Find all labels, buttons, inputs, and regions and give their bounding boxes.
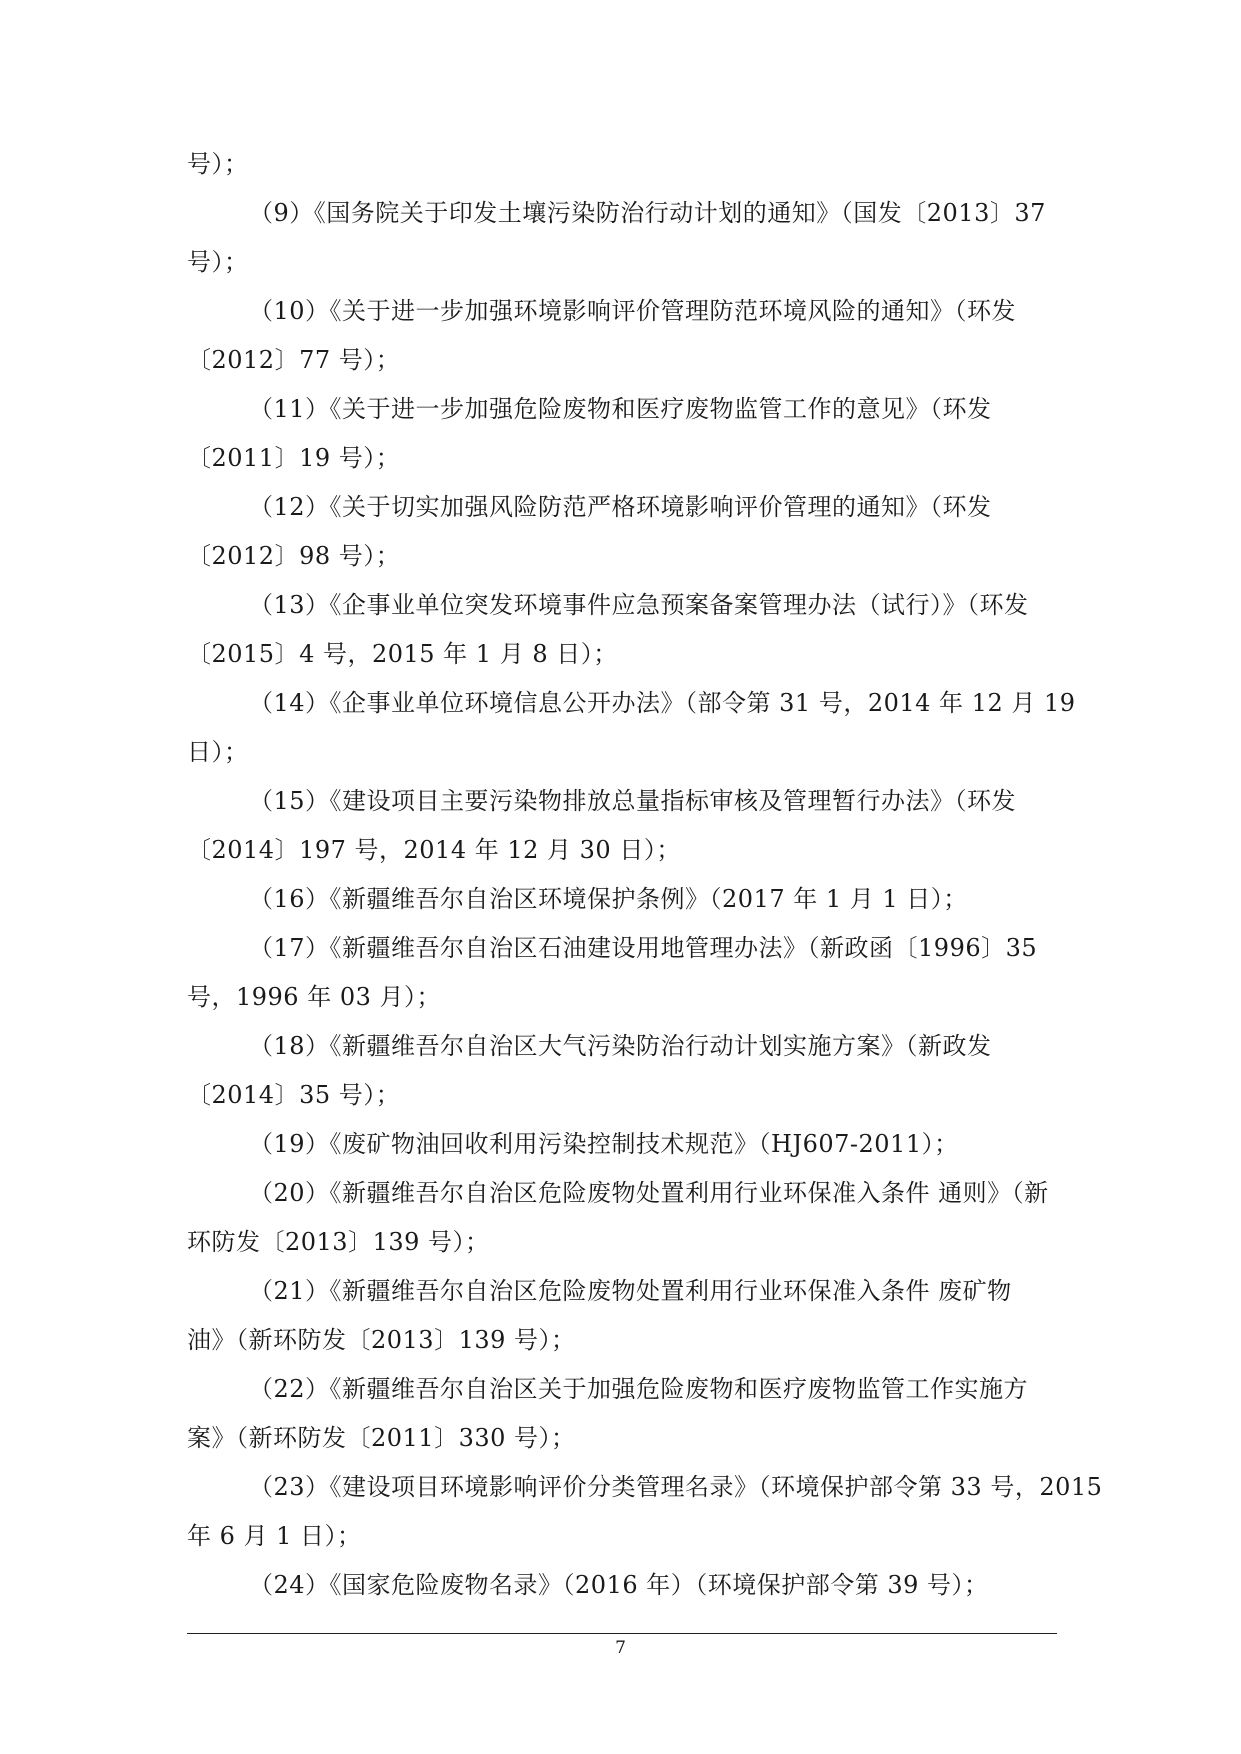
text-line: 年 6 月 1 日）； — [187, 1522, 362, 1550]
text-line: 环防发〔2013〕139 号）； — [187, 1228, 490, 1256]
page-number: 7 — [615, 1638, 626, 1658]
text-line: 号，1996 年 03 月）； — [187, 983, 442, 1011]
text-line: （15）《建设项目主要污染物排放总量指标审核及管理暂行办法》（环发 — [249, 787, 1017, 815]
text-line: 日）； — [187, 738, 249, 766]
document-body — [187, 140, 1103, 1610]
text-line: 号）； — [187, 150, 249, 178]
text-line: （12）《关于切实加强风险防范严格环境影响评价管理的通知》（环发 — [249, 493, 992, 521]
text-line: （13）《企事业单位突发环境事件应急预案备案管理办法（试行）》（环发 — [249, 591, 1029, 619]
text-line: 油》（新环防发〔2013〕139 号）； — [187, 1326, 576, 1354]
text-line: （14）《企事业单位环境信息公开办法》（部令第 31 号，2014 年 12 月 19 — [249, 689, 1076, 717]
text-line: （20）《新疆维吾尔自治区危险废物处置利用行业环保准入条件 通则》（新 — [249, 1179, 1049, 1207]
text-line: （22）《新疆维吾尔自治区关于加强危险废物和医疗废物监管工作实施方 — [249, 1375, 1029, 1403]
text-line: （10）《关于进一步加强环境影响评价管理防范环境风险的通知》（环发 — [249, 297, 1017, 325]
text-line: （19）《废矿物油回收利用污染控制技术规范》（HJ607-2011）； — [249, 1130, 959, 1158]
text-line: （23）《建设项目环境影响评价分类管理名录》（环境保护部令第 33 号，2015 — [249, 1473, 1103, 1501]
text-line: （21）《新疆维吾尔自治区危险废物处置利用行业环保准入条件 废矿物 — [249, 1277, 1012, 1305]
text-line: （18）《新疆维吾尔自治区大气污染防治行动计划实施方案》（新政发 — [249, 1032, 992, 1060]
text-line: 〔2011〕19 号）； — [187, 444, 401, 472]
text-line: 案》（新环防发〔2011〕330 号）； — [187, 1424, 576, 1452]
text-line: （11）《关于进一步加强危险废物和医疗废物监管工作的意见》（环发 — [249, 395, 992, 423]
text-line: 〔2015〕4 号，2015 年 1 月 8 日）； — [187, 640, 618, 668]
text-line: （16）《新疆维吾尔自治区环境保护条例》（2017 年 1 月 1 日）； — [249, 885, 968, 913]
text-line: 〔2014〕197 号，2014 年 12 月 30 日）； — [187, 836, 681, 864]
footer-divider — [187, 1633, 1057, 1634]
text-line: （9）《国务院关于印发土壤污染防治行动计划的通知》（国发〔2013〕37 — [249, 199, 1046, 227]
text-line: 〔2012〕98 号）； — [187, 542, 401, 570]
text-line: 〔2012〕77 号）； — [187, 346, 401, 374]
text-line: （24）《国家危险废物名录》（2016 年）（环境保护部令第 39 号）； — [249, 1571, 989, 1599]
text-line: 〔2014〕35 号）； — [187, 1081, 401, 1109]
text-line: （17）《新疆维吾尔自治区石油建设用地管理办法》（新政函〔1996〕35 — [249, 934, 1038, 962]
text-line: 号）； — [187, 248, 249, 276]
